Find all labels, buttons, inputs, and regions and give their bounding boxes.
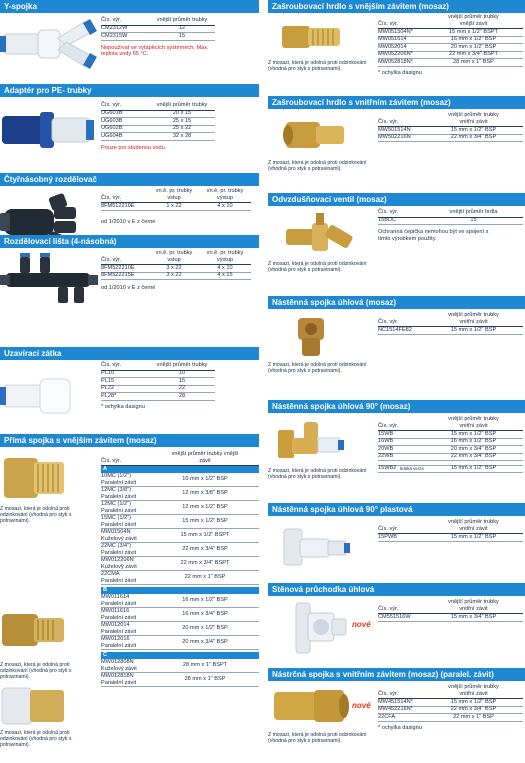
section-title: Uzavírací zátka (0, 347, 259, 360)
section-distribution-bar (0, 235, 259, 317)
material-caption: Z mosazi, která je odolná proti odzinkování (vhodná pro styk s potravinami). (268, 160, 367, 173)
table-row: 22CMA Paralelní závit 22 mm x 1" BSP (101, 571, 259, 585)
table-row: MW051504N* 15 mm x 1/2" BSPT (378, 29, 523, 37)
material-caption: Z mosazi, která je odolná proti odzinkování (vhodná pro styk s potravinami). (268, 261, 367, 274)
table-row: MW052206N* 22 mm x 3/4" BSPT (378, 52, 523, 60)
table-row: MW012818N Paralelní závit 28 mm x 1" BSP (101, 673, 259, 687)
table-row: MW052014 20 mm x 1/2" BSP (378, 44, 523, 52)
product-table: Čís. výr. vnější průměr trubky vnější závit A 10MC (1/2") Paralelní závit 10 mm x 1/2" BSP 12MC (3/8") Paralelní závit 12 mm x 3/8" BSP 12MC (1/2") Paralelní závit 12 mm x 1/2" BSP 15MC (1/2") Paralelní závit 15 mm x 1/2" BSP MW01504N Kuželový závit 15 mm x 1/2" BSPT 22MC (3/4") Paralelní závit 22 mm x 3/4" BSP MW012206N Kuželový závit 22 mm x 3/4" BSPT 22CMA Paralelní závit 22 mm x 1" BSP B MW011614 Paralelní závit 16 mm x 1/2" BSP MW011616 Paralelní závit 16 mm x 3/4" BSP MW012014 Paralelní závit 20 mm x 1/2" BSP MW012016 Paralelní závit 20 mm x 3/4" BSP C MW012808N Kuželový závit 28 mm x 1" BSPT MW012818N Paralelní závit 28 mm x 1" BSP (101, 451, 259, 687)
material-caption: Z mosazi, která je odolná proti odzinkování (vhodná pro styk s potravinami). (268, 732, 367, 745)
section-title: Čtyřnásobný rozdělovač (0, 173, 259, 186)
table-row: MW012206N Kuželový závit 22 mm x 3/4" BSPT (101, 557, 259, 571)
table-row: MW012808N Kuželový závit 28 mm x 1" BSPT (101, 659, 259, 673)
footnote: Ochranná čepička nemohou být ve spojení s tímto výrobkem použity. (378, 229, 489, 242)
section-title: Přímá spojka s vnějším závitem (mosaz) (0, 434, 259, 447)
table-row: UG604B 32 x 28 (101, 133, 215, 141)
section-title: Nástěnná spojka úhlová 90° (mosaz) (268, 400, 525, 413)
material-caption: Z mosazi, která je odolná proti odzinkování (vhodná pro styk s potravinami). (0, 506, 72, 525)
male-tailpiece-image (268, 16, 368, 56)
material-caption: Z mosazi, která je odolná proti odzinkování (vhodná pro styk s potravinami). (268, 60, 367, 73)
product-table: Čís. výr. vnější průměr trubky UG601B 20 x 15 UG603B 25 x 15 UG602B 25 x 22 UG604B 32 x 28 Pouze pro studenou vodu. (101, 102, 215, 151)
table-row: 8FM522215E 3 x 22 4 x 15 (101, 273, 251, 281)
footnote: * ochylka dasignu (378, 69, 422, 76)
table-row: UG603B 25 x 15 (101, 118, 215, 126)
product-table: Čís. výr. vnější průměr trubky vnitřní závit 15WB 15 mm x 1/2" BSP 16WB 16 mm x 1/2" BSP 20WB 20 mm x 3/4" BSP 22WB 22 mm x 3/4" BSP 15WB2 krátká verze 15 mm x 1/2" BSP (378, 416, 523, 473)
drain-valve-image (268, 209, 368, 259)
table-row: 16WB 16 mm x 1/2" BSP (378, 439, 523, 447)
table-row: 12MC (3/8") Paralelní závit 12 mm x 3/8" BSP (101, 487, 259, 501)
table-row: 22WB 22 mm x 3/4" BSP (378, 454, 523, 462)
table-row: PL15 15 (101, 378, 215, 386)
product-table: Čís. výr. vnější průměr trubky vnější závit MW051504N* 15 mm x 1/2" BSPT MW051614 16 mm x 1/2" BSP MW052014 20 mm x 1/2" BSP MW052206N* 22 mm x 3/4" BSPT MW052818N* 28 mm x 1" BSP * ochylka dasignu (378, 14, 523, 76)
product-table: Čís. výr. vnější průměr trubky vnitřní závit NC1514FE82 15 mm x 1/2" BSP (378, 312, 523, 335)
section-title: Nástěnná spojka úhlová (mosaz) (268, 296, 525, 309)
section-title: Y-spojka (0, 0, 259, 13)
section-title: Adaptér pro PE- trubky (0, 84, 259, 97)
table-row: MW011614 Paralelní závit 16 mm x 1/2" BSP (101, 594, 259, 608)
table-row: UG602B 25 x 22 (101, 126, 215, 134)
table-row: 15MC (1/2") Paralelní závit 15 mm x 1/2" BSP (101, 515, 259, 529)
section-title: Nástěnná spojka úhlová 90° plastová (268, 503, 525, 516)
table-row: 15WB2 krátká verze 15 mm x 1/2" BSP (378, 465, 523, 473)
footnote: * ochylka dasignu (378, 724, 422, 731)
table-row: 15WB 15 mm x 1/2" BSP (378, 431, 523, 439)
section-title: Zašroubovací hrdlo s vnitřním závitem (mosaz) (268, 96, 525, 109)
material-caption: Z mosazi, která je odolná proti odzinkování (vhodná pro styk s potravinami). (268, 468, 367, 481)
table-row: MW011616 Paralelní závit 16 mm x 3/4" BSP (101, 608, 259, 622)
brass-connector-a-image (0, 452, 70, 504)
table-row: CM2312W 12 (101, 26, 215, 34)
table-row: 20WB 20 mm x 3/4" BSP (378, 446, 523, 454)
new-badge: nové (352, 620, 371, 629)
product-table: Čís. výr. vnější průměr trubky vnitřní závit CM551516W 15 mm x 3/4" BSP (378, 599, 523, 622)
product-table: Čís. výr. vn.ě. pr. trubky vstup vn.ě. pr. trubky výstup 8FM512210E 1 x 22 4 x 10 od 1/2010 v E z černé (101, 188, 251, 225)
table-row: UG601B 20 x 15 (101, 111, 215, 119)
section-wall-plate-elbow (268, 296, 525, 396)
section-female-connector (268, 668, 525, 763)
table-row: PL10 10 (101, 371, 215, 379)
adapter-image (0, 102, 98, 158)
section-title: Odvzdušňovací ventil (mosaz) (268, 193, 525, 206)
table-row: 22MC (3/4") Paralelní závit 22 mm x 3/4" BSP (101, 543, 259, 557)
brass-connector-b-image (0, 604, 70, 656)
warning-note: Nepoužívat ve vytápěcích systémech. Max. teplota vody 65 °C. (101, 44, 209, 57)
material-caption: Z mosazi, která je odolná proti odzinkování (vhodná pro styk s potravinami). (0, 662, 72, 681)
section-wall-plate-elbow-90 (268, 400, 525, 500)
section-drain-valve (268, 193, 525, 285)
table-row: 8FM512210E 1 x 22 4 x 10 (101, 203, 251, 211)
table-row: MW052818N* 28 mm x 1" BSP (378, 59, 523, 67)
plastic-wall-elbow-image (268, 521, 368, 571)
section-title: Rozdělovací lišta (4-násobná) (0, 235, 259, 248)
footnote: od 1/2010 v E z černé (101, 218, 156, 225)
table-row: MW451514N* 15 mm x 1/2" BSP (378, 699, 523, 707)
table-row: 15BDC 15 (378, 218, 523, 226)
table-row: 15PWB 15 mm x 1/2" BSP (378, 534, 523, 542)
product-table: Čís. výr. vn.ě. pr. trubky vstup vn.ě. pr. trubky výstup 8FM522210E 3 x 22 4 x 10 8FM522215E 3 x 22 4 x 15 od 1/2010 v E z černé (101, 250, 251, 292)
table-row: MW452216N* 22 mm x 3/4" BSP (378, 707, 523, 715)
group-label: B (101, 587, 259, 594)
section-plastic-wall-elbow (268, 503, 525, 575)
table-row: MW012014 Paralelní závit 20 mm x 1/2" BSP (101, 622, 259, 636)
y-connector-image (0, 16, 98, 74)
section-male-tailpiece (268, 0, 525, 92)
group-label: A (101, 466, 259, 473)
female-tailpiece-image (268, 114, 368, 156)
table-row: MW012016 Paralelní závit 20 mm x 3/4" BSP (101, 636, 259, 650)
material-caption: Z mosazi, která je odolná proti odzinkování (vhodná pro styk s potravinami). (0, 730, 72, 749)
section-title: Zašroubovací hrdlo s vnějším závitem (mosaz) (268, 0, 525, 13)
footnote: * ochylka dasignu (101, 403, 145, 410)
table-row: MW502216N 22 mm x 3/4" BSP (378, 135, 523, 143)
section-stop-end (0, 347, 259, 427)
table-row: CM551516W 15 mm x 3/4" BSP (378, 614, 523, 622)
warning-note: Pouze pro studenou vodu. (101, 144, 167, 151)
group-label: C (101, 652, 259, 659)
table-row: 22CFA 22 mm x 1" BSP (378, 714, 523, 722)
product-table: Čís. výr. vnější průměr trubky vnitřní závit MW451514N* 15 mm x 1/2" BSP MW452216N* 22 mm x 3/4" BSP 22CFA 22 mm x 1" BSP * ochylka dasignu (378, 684, 523, 731)
table-row: MW051614 16 mm x 1/2" BSP (378, 37, 523, 45)
table-row: MW01504N Kuželový závit 15 mm x 1/2" BSPT (101, 529, 259, 543)
section-title: Nástrčná spojka s vnitřním závitem (mosaz) (paralel. závit) (268, 668, 525, 681)
product-table: Čís. výr. vnější průměr trubky PL10 10 PL15 15 PL22 22 PL28* 28 * ochylka dasignu (101, 362, 215, 410)
product-table: Čís. výr. vnější průměr hrdla 15BDC 15 Ochranná čepička nemohou být ve spojení s tímto výrobkem použity. (378, 209, 523, 242)
female-connector-image (268, 684, 354, 728)
distribution-bar-image (0, 253, 98, 309)
table-row: 12MC (1/2") Paralelní závit 12 mm x 1/2" BSP (101, 501, 259, 515)
table-row: CM2315W 15 (101, 33, 215, 41)
table-row: 10MC (1/2") Paralelní závit 10 mm x 1/2" BSP (101, 473, 259, 487)
section-adapter (0, 84, 259, 169)
table-row: PL22 22 (101, 386, 215, 394)
section-wall-bracket (268, 583, 525, 658)
product-table: Čís. výr. vnější průměr trubky CM2312W 12 CM2315W 15 Nepoužívat ve vytápěcích systémech. Max. teplota vody 65 °C. (101, 17, 215, 58)
new-badge: nové (352, 701, 371, 710)
section-female-tailpiece (268, 96, 525, 186)
table-row: 8FM522210E 3 x 22 4 x 10 (101, 265, 251, 273)
wall-bracket-image (268, 599, 358, 657)
product-table: Čís. výr. vnější průměr trubky vnitřní závit 15PWB 15 mm x 1/2" BSP (378, 519, 523, 542)
table-row: NC1514FE82 15 mm x 1/2" BSP (378, 327, 523, 335)
table-row: PL28* 28 (101, 393, 215, 401)
wall-plate-elbow-image (268, 312, 368, 360)
product-table: Čís. výr. vnější průměr trubky vnitřní závit MW501514N 15 mm x 1/2" BSP MW502216N 22 mm x 3/4" BSP (378, 112, 523, 142)
brass-connector-c-image (0, 686, 70, 726)
footnote: od 1/2010 v E z černé (101, 285, 156, 291)
section-male-connector (0, 434, 259, 763)
wall-plate-elbow-90-image (268, 416, 368, 468)
stop-end-image (0, 363, 98, 425)
material-caption: Z mosazi, která je odolná proti odzinkování (vhodná pro styk s potravinami). (268, 362, 367, 375)
section-title: Stěnová průchodka úhlová (268, 583, 525, 596)
section-y-spojka (0, 0, 259, 92)
table-row: MW501514N 15 mm x 1/2" BSP (378, 127, 523, 135)
